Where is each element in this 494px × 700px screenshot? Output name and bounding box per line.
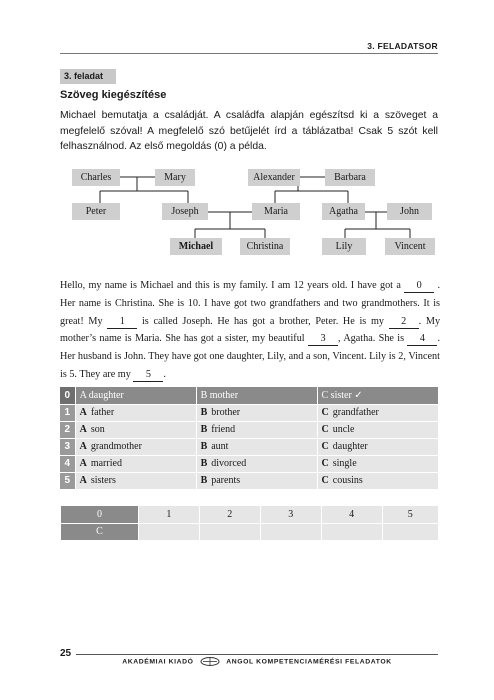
gap-2[interactable]: 2 [389, 316, 419, 329]
options-row [60, 455, 438, 472]
tree-node-christina: Christina [240, 238, 290, 255]
task-instructions: Michael bemutatja a családját. A családfa alapján egészítsd ki a szöveget a megfelelő szóval! A megfelelő szó betűjelét írd a táblázatba! Csak 5 szót kell felhasználnod. Az első megoldás (0) a példa. [60, 110, 438, 152]
option-b: B parents [196, 472, 317, 489]
option-a: A daughter [75, 387, 196, 404]
option-c: C uncle [317, 421, 438, 438]
story-part-4: . My mother’s name is Maria. She has got a sister, my beautiful [60, 315, 441, 345]
options-row [60, 472, 438, 489]
options-row-example [60, 387, 438, 404]
options-table [60, 387, 438, 490]
gap-5[interactable]: 5 [133, 369, 163, 382]
tree-node-john: John [387, 203, 432, 220]
gap-3[interactable]: 3 [308, 333, 338, 346]
option-c: C single [317, 455, 438, 472]
option-b: B friend [196, 421, 317, 438]
options-row [60, 438, 438, 455]
options-row [60, 421, 438, 438]
option-b: B divorced [196, 455, 317, 472]
option-c: C daughter [317, 438, 438, 455]
answer-cell-5[interactable] [382, 523, 438, 540]
tree-node-maria: Maria [252, 203, 300, 220]
story-part-3: is called Joseph. He has got a brother, Peter. He is my [141, 315, 384, 327]
option-c: C sister ✓ [317, 387, 438, 404]
answer-cell-1[interactable] [138, 523, 199, 540]
option-a: A son [75, 421, 196, 438]
answer-cell-4[interactable] [321, 523, 382, 540]
tree-node-vincent: Vincent [385, 238, 435, 255]
option-a: A married [75, 455, 196, 472]
options-row [60, 404, 438, 421]
option-c: C grandfather [317, 404, 438, 421]
story-part-7: . [163, 368, 166, 380]
section-header: 3. FELADATSOR [367, 41, 438, 51]
answer-grid [60, 506, 438, 540]
tree-node-lily: Lily [322, 238, 366, 255]
story-part-1: Hello, my name is Michael and this is my family. I am 12 years old. I have got a [60, 280, 401, 291]
row-number: 4 [60, 455, 75, 472]
task-number-badge: 3. feladat [60, 69, 116, 84]
answer-header-0: 0 [61, 506, 139, 523]
answer-cell-2[interactable] [199, 523, 260, 540]
option-c: C cousins [317, 472, 438, 489]
story-part-5: , Agatha. She is [337, 333, 405, 345]
answer-grid-values [61, 523, 439, 540]
task-title: Szöveg kiegészítése [60, 89, 167, 101]
tree-node-joseph: Joseph [162, 203, 208, 220]
page-number: 25 [60, 648, 72, 659]
row-number: 3 [60, 438, 75, 455]
option-a: A sisters [75, 472, 196, 489]
answer-cell-0: C [61, 523, 139, 540]
header-divider [60, 53, 438, 54]
gap-1[interactable]: 1 [107, 316, 137, 329]
footer-divider [76, 654, 438, 655]
story-part-6: . Her husband is John. They have got one daughter, Lily, and a son, Vincent. Lily is 2, Vincent is 5. They are my [60, 333, 440, 380]
option-b: B mother [196, 387, 317, 404]
tree-node-agatha: Agatha [322, 203, 365, 220]
series-name: ANGOL KOMPETENCIAMÉRÉSI FELADATOK [226, 658, 392, 666]
story-text [60, 277, 440, 384]
answer-cell-3[interactable] [260, 523, 321, 540]
tree-node-michael: Michael [170, 238, 222, 255]
tree-node-alexander: Alexander [248, 169, 300, 186]
option-b: B aunt [196, 438, 317, 455]
tree-node-peter: Peter [72, 203, 120, 220]
row-number: 1 [60, 404, 75, 421]
row-number: 2 [60, 421, 75, 438]
answer-header-2: 2 [199, 506, 260, 523]
gap-0: 0 [404, 280, 434, 293]
option-a: A grandmother [75, 438, 196, 455]
footer [76, 657, 438, 666]
publisher-logo-icon [200, 657, 220, 666]
row-number: 5 [60, 472, 75, 489]
option-b: B brother [196, 404, 317, 421]
option-a: A father [75, 404, 196, 421]
tree-node-charles: Charles [72, 169, 120, 186]
answer-header-3: 3 [260, 506, 321, 523]
tree-node-mary: Mary [155, 169, 195, 186]
tree-node-barbara: Barbara [325, 169, 375, 186]
row-number: 0 [60, 387, 75, 404]
gap-4[interactable]: 4 [407, 333, 437, 346]
answer-header-5: 5 [382, 506, 438, 523]
answer-header-1: 1 [138, 506, 199, 523]
answer-grid-header [61, 506, 439, 523]
publisher-name: AKADÉMIAI KIADÓ [122, 658, 194, 666]
answer-header-4: 4 [321, 506, 382, 523]
story-part-2: . Her name is Christina. She is 10. I have got two grandfathers and two grandmothers. It is great! My [60, 280, 441, 327]
